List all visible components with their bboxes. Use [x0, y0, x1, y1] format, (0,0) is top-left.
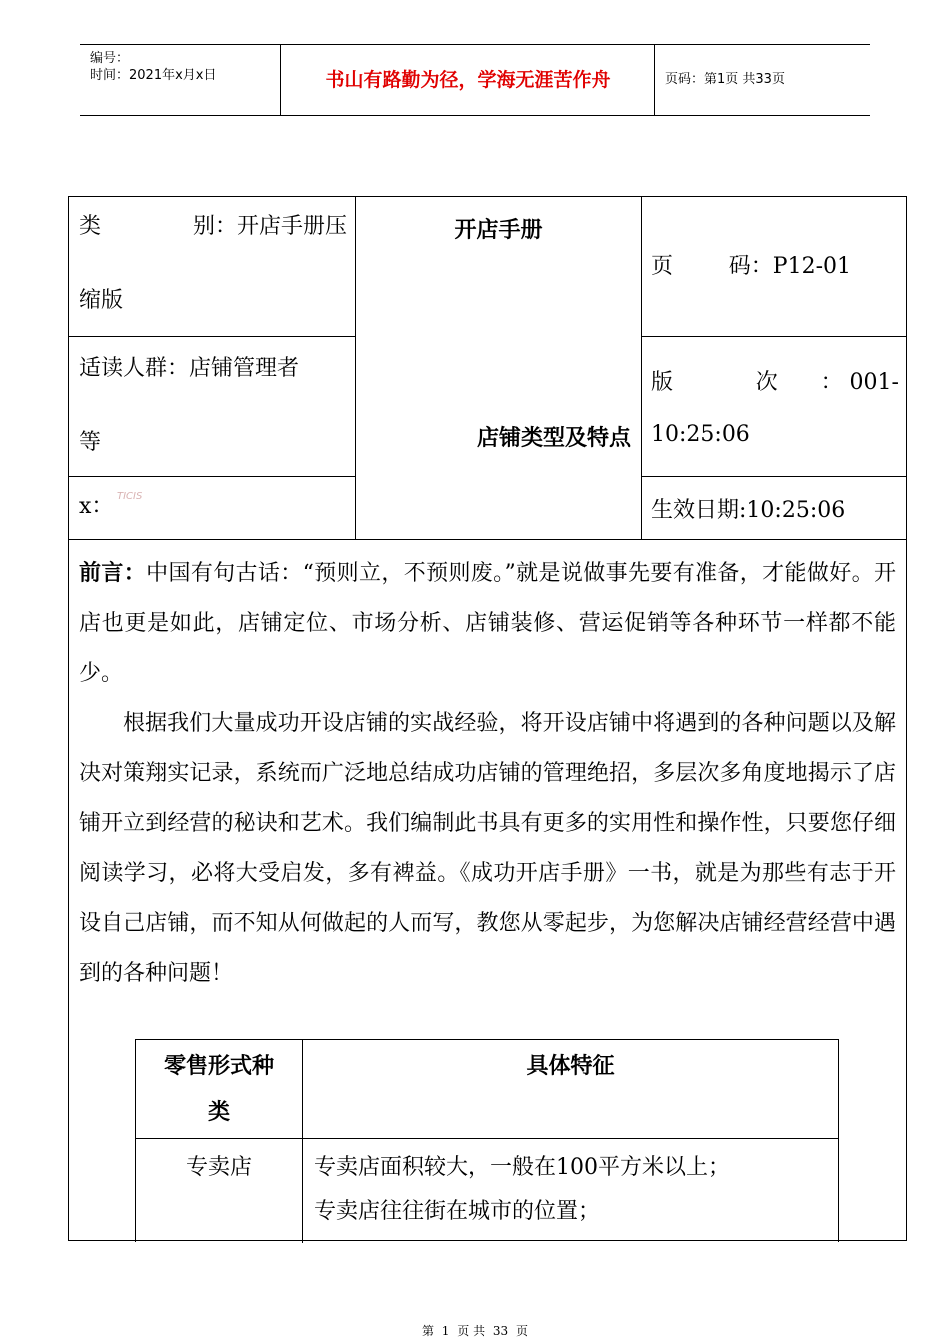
time-label: 时间：2021年x月x日 [90, 68, 217, 83]
category-value: 别：开店手册压 [192, 214, 347, 239]
footer-prefix: 第 [421, 1324, 434, 1338]
footer-total: 33 [492, 1324, 509, 1338]
page-header [80, 44, 870, 116]
category-label: 类 [79, 214, 102, 239]
header-motto: 书山有路勤为径，学海无涯苦作舟 [282, 45, 655, 115]
preface [79, 549, 896, 999]
feature-line-2: 专卖店往往街在城市的位置； [314, 1199, 601, 1224]
version-value: ： 001- [820, 370, 899, 395]
version-value-cont: 10:25:06 [651, 422, 750, 447]
category-value-cont: 缩版 [79, 288, 124, 313]
version-cell [651, 363, 899, 455]
page-code-cell [651, 247, 851, 287]
version-label-2: 次 [755, 370, 778, 395]
header-meta [80, 45, 281, 115]
version-label: 版 [651, 370, 674, 395]
col-header-type-a: 零售形式种 [163, 1054, 274, 1079]
preface-para-2: 根据我们大量成功开设店铺的实战经验，将开设店铺中将遇到的各种问题以及解决对策翔实记录，系统而广泛地总结成功店铺的管理绝招，多层次多角度地揭示了店铺开立到经营的秘诀和艺术。我们编制此书具有更多的实用性和操作性，只要您仔细阅读学习，必将大受启发，多有裨益。《成功开店手册》一书，就是为那些有志于开设自己店铺，而不知从何做起的人而写，教您从零起步，为您解决店铺经营经营中遇到的各种问题！ [79, 711, 896, 986]
row-features-specialty [314, 1146, 834, 1234]
page-code-value: 码：P12-01 [728, 254, 851, 279]
document-frame [68, 196, 907, 1241]
effective-date: 生效日期:10:25:06 [651, 498, 846, 523]
retail-type-table [135, 1039, 839, 1242]
category-cell [79, 207, 347, 321]
preface-label: 前言： [79, 561, 147, 586]
readers-cell [79, 349, 347, 463]
readers-label: 适读人群：店铺管理者 [79, 356, 300, 381]
footer-suffix: 页 [516, 1324, 529, 1338]
x-label: x： [79, 494, 114, 519]
row-type-specialty: 专卖店 [185, 1155, 252, 1180]
page-footer [0, 1322, 950, 1339]
header-page-info: 页码：第1页 共33页 [665, 72, 785, 87]
col-header-type-b: 类 [207, 1100, 230, 1125]
preface-text-1: 中国有句古话：“预则立，不预则废。”就是说做事先要有准备，才能做好。开店也更是如此，店铺定位、市场分析、店铺装修、营运促销等各种环节一样都不能少。 [79, 561, 896, 686]
number-label: 编号： [90, 51, 130, 66]
footer-mid: 页 共 [457, 1324, 486, 1338]
preface-para-1 [79, 549, 896, 699]
footer-page: 1 [441, 1324, 450, 1338]
col-header-features: 具体特征 [526, 1054, 615, 1079]
readers-cont: 等 [79, 430, 102, 455]
feature-line-1: 专卖店面积较大，一般在100平方米以上； [314, 1155, 730, 1180]
title-sub: 店铺类型及特点 [476, 426, 631, 451]
col-header-type [136, 1044, 302, 1136]
page-code-label: 页 [651, 254, 674, 279]
title-main: 开店手册 [454, 218, 543, 243]
ticis-logo: TICIS [117, 491, 143, 502]
